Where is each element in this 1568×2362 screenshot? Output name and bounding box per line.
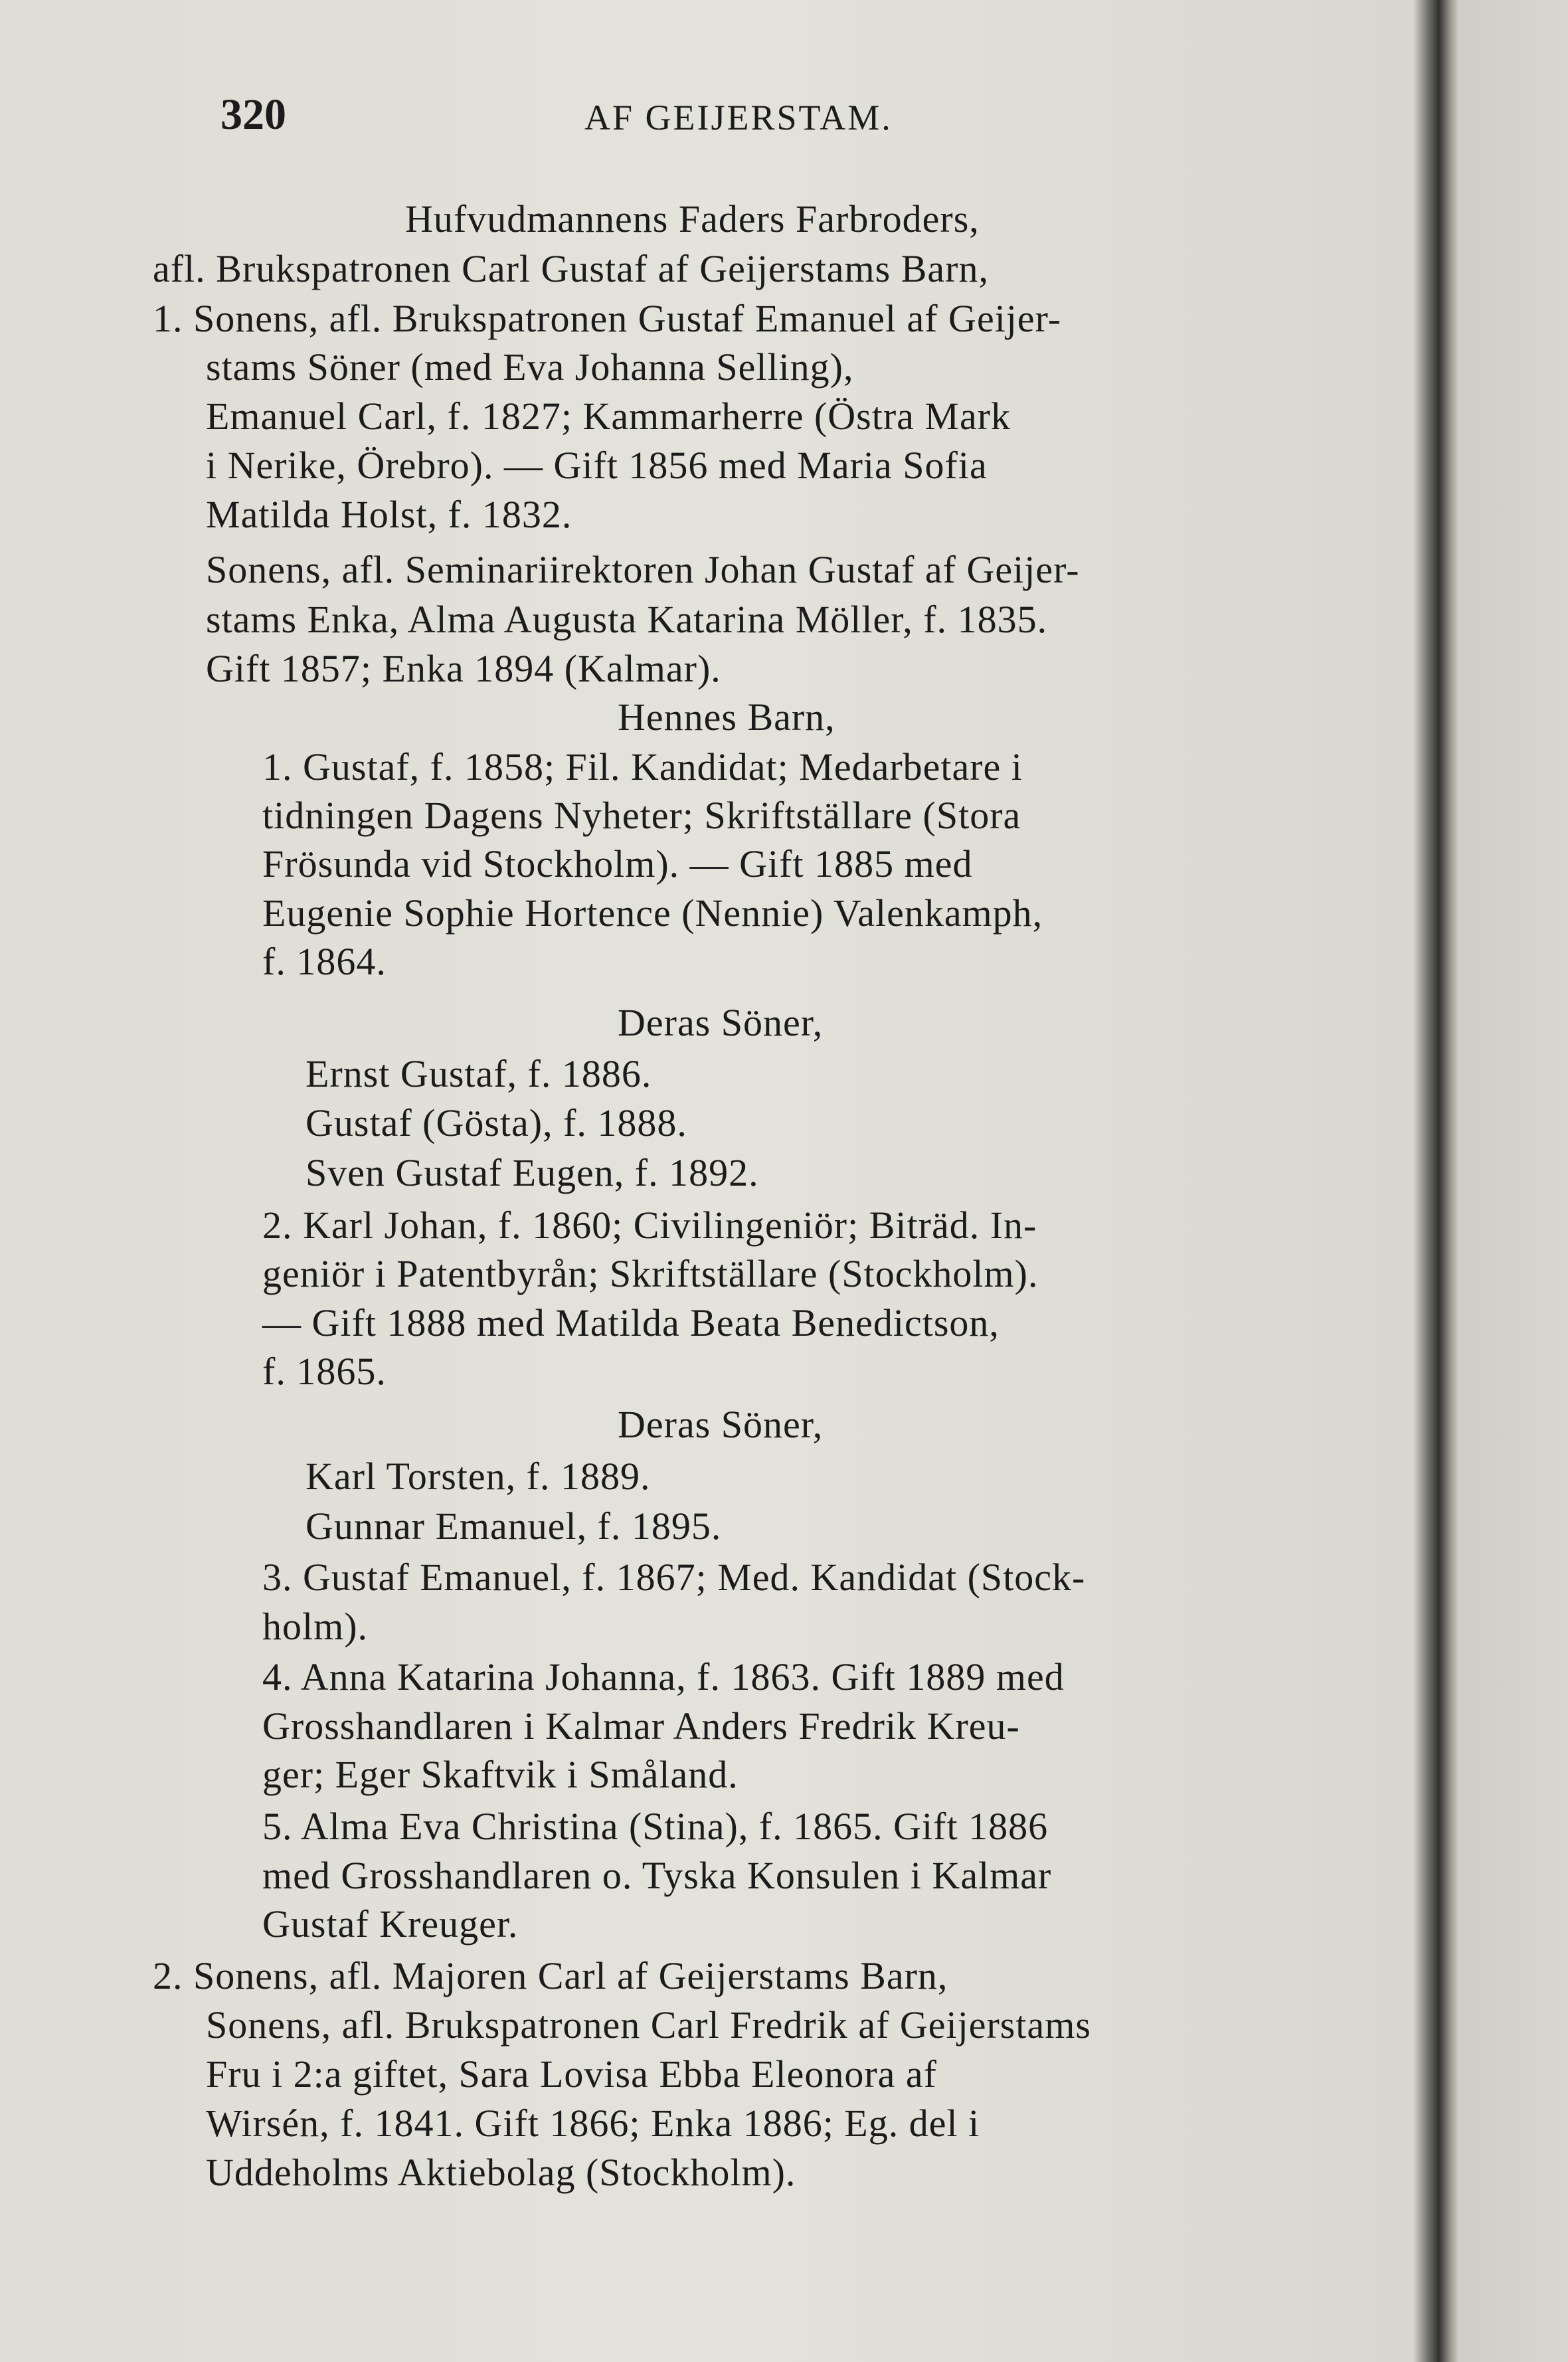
text-line: Matilda Holst, f. 1832.: [206, 493, 572, 536]
text-line: Frösunda vid Stockholm). — Gift 1885 med: [262, 842, 973, 885]
section-heading: Deras Söner,: [618, 1403, 824, 1446]
section-heading: Deras Söner,: [618, 1001, 824, 1044]
facing-page-edge: [1460, 0, 1568, 2362]
text-line: stams Söner (med Eva Johanna Selling),: [206, 345, 854, 389]
text-line: 2. Karl Johan, f. 1860; Civilingeniör; Biträd. In-: [262, 1204, 1037, 1247]
text-line: geniör i Patentbyrån; Skriftställare (Stockholm).: [262, 1252, 1039, 1295]
text-line: med Grosshandlaren o. Tyska Konsulen i Kalmar: [262, 1854, 1052, 1897]
text-line: Gustaf (Gösta), f. 1888.: [305, 1101, 687, 1144]
text-line: Emanuel Carl, f. 1827; Kammarherre (Östra Mark: [206, 395, 1011, 438]
text-line: Fru i 2:a giftet, Sara Lovisa Ebba Eleonora af: [206, 2052, 937, 2096]
text-line: afl. Brukspatronen Carl Gustaf af Geijerstams Barn,: [153, 247, 989, 290]
text-line: Eugenie Sophie Hortence (Nennie) Valenkamph,: [262, 891, 1043, 935]
text-line: Gustaf Kreuger.: [262, 1902, 519, 1946]
section-heading: Hennes Barn,: [618, 695, 835, 739]
text-line: Gunnar Emanuel, f. 1895.: [305, 1504, 722, 1548]
text-line: 4. Anna Katarina Johanna, f. 1863. Gift 1889 med: [262, 1655, 1065, 1698]
text-line: 3. Gustaf Emanuel, f. 1867; Med. Kandidat (Stock-: [262, 1556, 1086, 1599]
text-line: Grosshandlaren i Kalmar Anders Fredrik Kreu-: [262, 1704, 1020, 1748]
text-line: Ernst Gustaf, f. 1886.: [305, 1052, 652, 1095]
text-line: 1. Gustaf, f. 1858; Fil. Kandidat; Medarbetare i: [262, 745, 1023, 788]
text-line: Sven Gustaf Eugen, f. 1892.: [305, 1151, 759, 1194]
text-line: Hufvudmannens Faders Farbroders,: [405, 197, 980, 240]
text-line: Sonens, afl. Brukspatronen Carl Fredrik af Geijerstams: [206, 2003, 1091, 2046]
text-line: f. 1864.: [262, 940, 387, 983]
text-line: Sonens, afl. Seminariirektoren Johan Gustaf af Geijer-: [206, 548, 1080, 591]
text-line: — Gift 1888 med Matilda Beata Benedictson,: [262, 1301, 1000, 1344]
page-number: 320: [220, 90, 286, 139]
text-line: Uddeholms Aktiebolag (Stockholm).: [206, 2151, 796, 2194]
text-line: i Nerike, Örebro). — Gift 1856 med Maria Sofia: [206, 444, 988, 487]
text-line: 5. Alma Eva Christina (Stina), f. 1865. Gift 1886: [262, 1805, 1049, 1848]
text-line: ger; Eger Skaftvik i Småland.: [262, 1753, 739, 1796]
text-line: Wirsén, f. 1841. Gift 1866; Enka 1886; Eg. del i: [206, 2102, 980, 2145]
text-line: stams Enka, Alma Augusta Katarina Möller, f. 1835.: [206, 598, 1048, 641]
text-line: tidningen Dagens Nyheter; Skriftställare (Stora: [262, 794, 1021, 837]
text-line: f. 1865.: [262, 1350, 387, 1393]
text-line: 1. Sonens, afl. Brukspatronen Gustaf Emanuel af Geijer-: [153, 297, 1062, 340]
text-line: 2. Sonens, afl. Majoren Carl af Geijerstams Barn,: [153, 1954, 948, 1997]
running-head: AF GEIJERSTAM.: [584, 98, 893, 137]
text-line: Gift 1857; Enka 1894 (Kalmar).: [206, 647, 721, 690]
text-line: Karl Torsten, f. 1889.: [305, 1455, 651, 1498]
text-line: holm).: [262, 1605, 369, 1648]
book-gutter-shadow: [1413, 0, 1460, 2362]
